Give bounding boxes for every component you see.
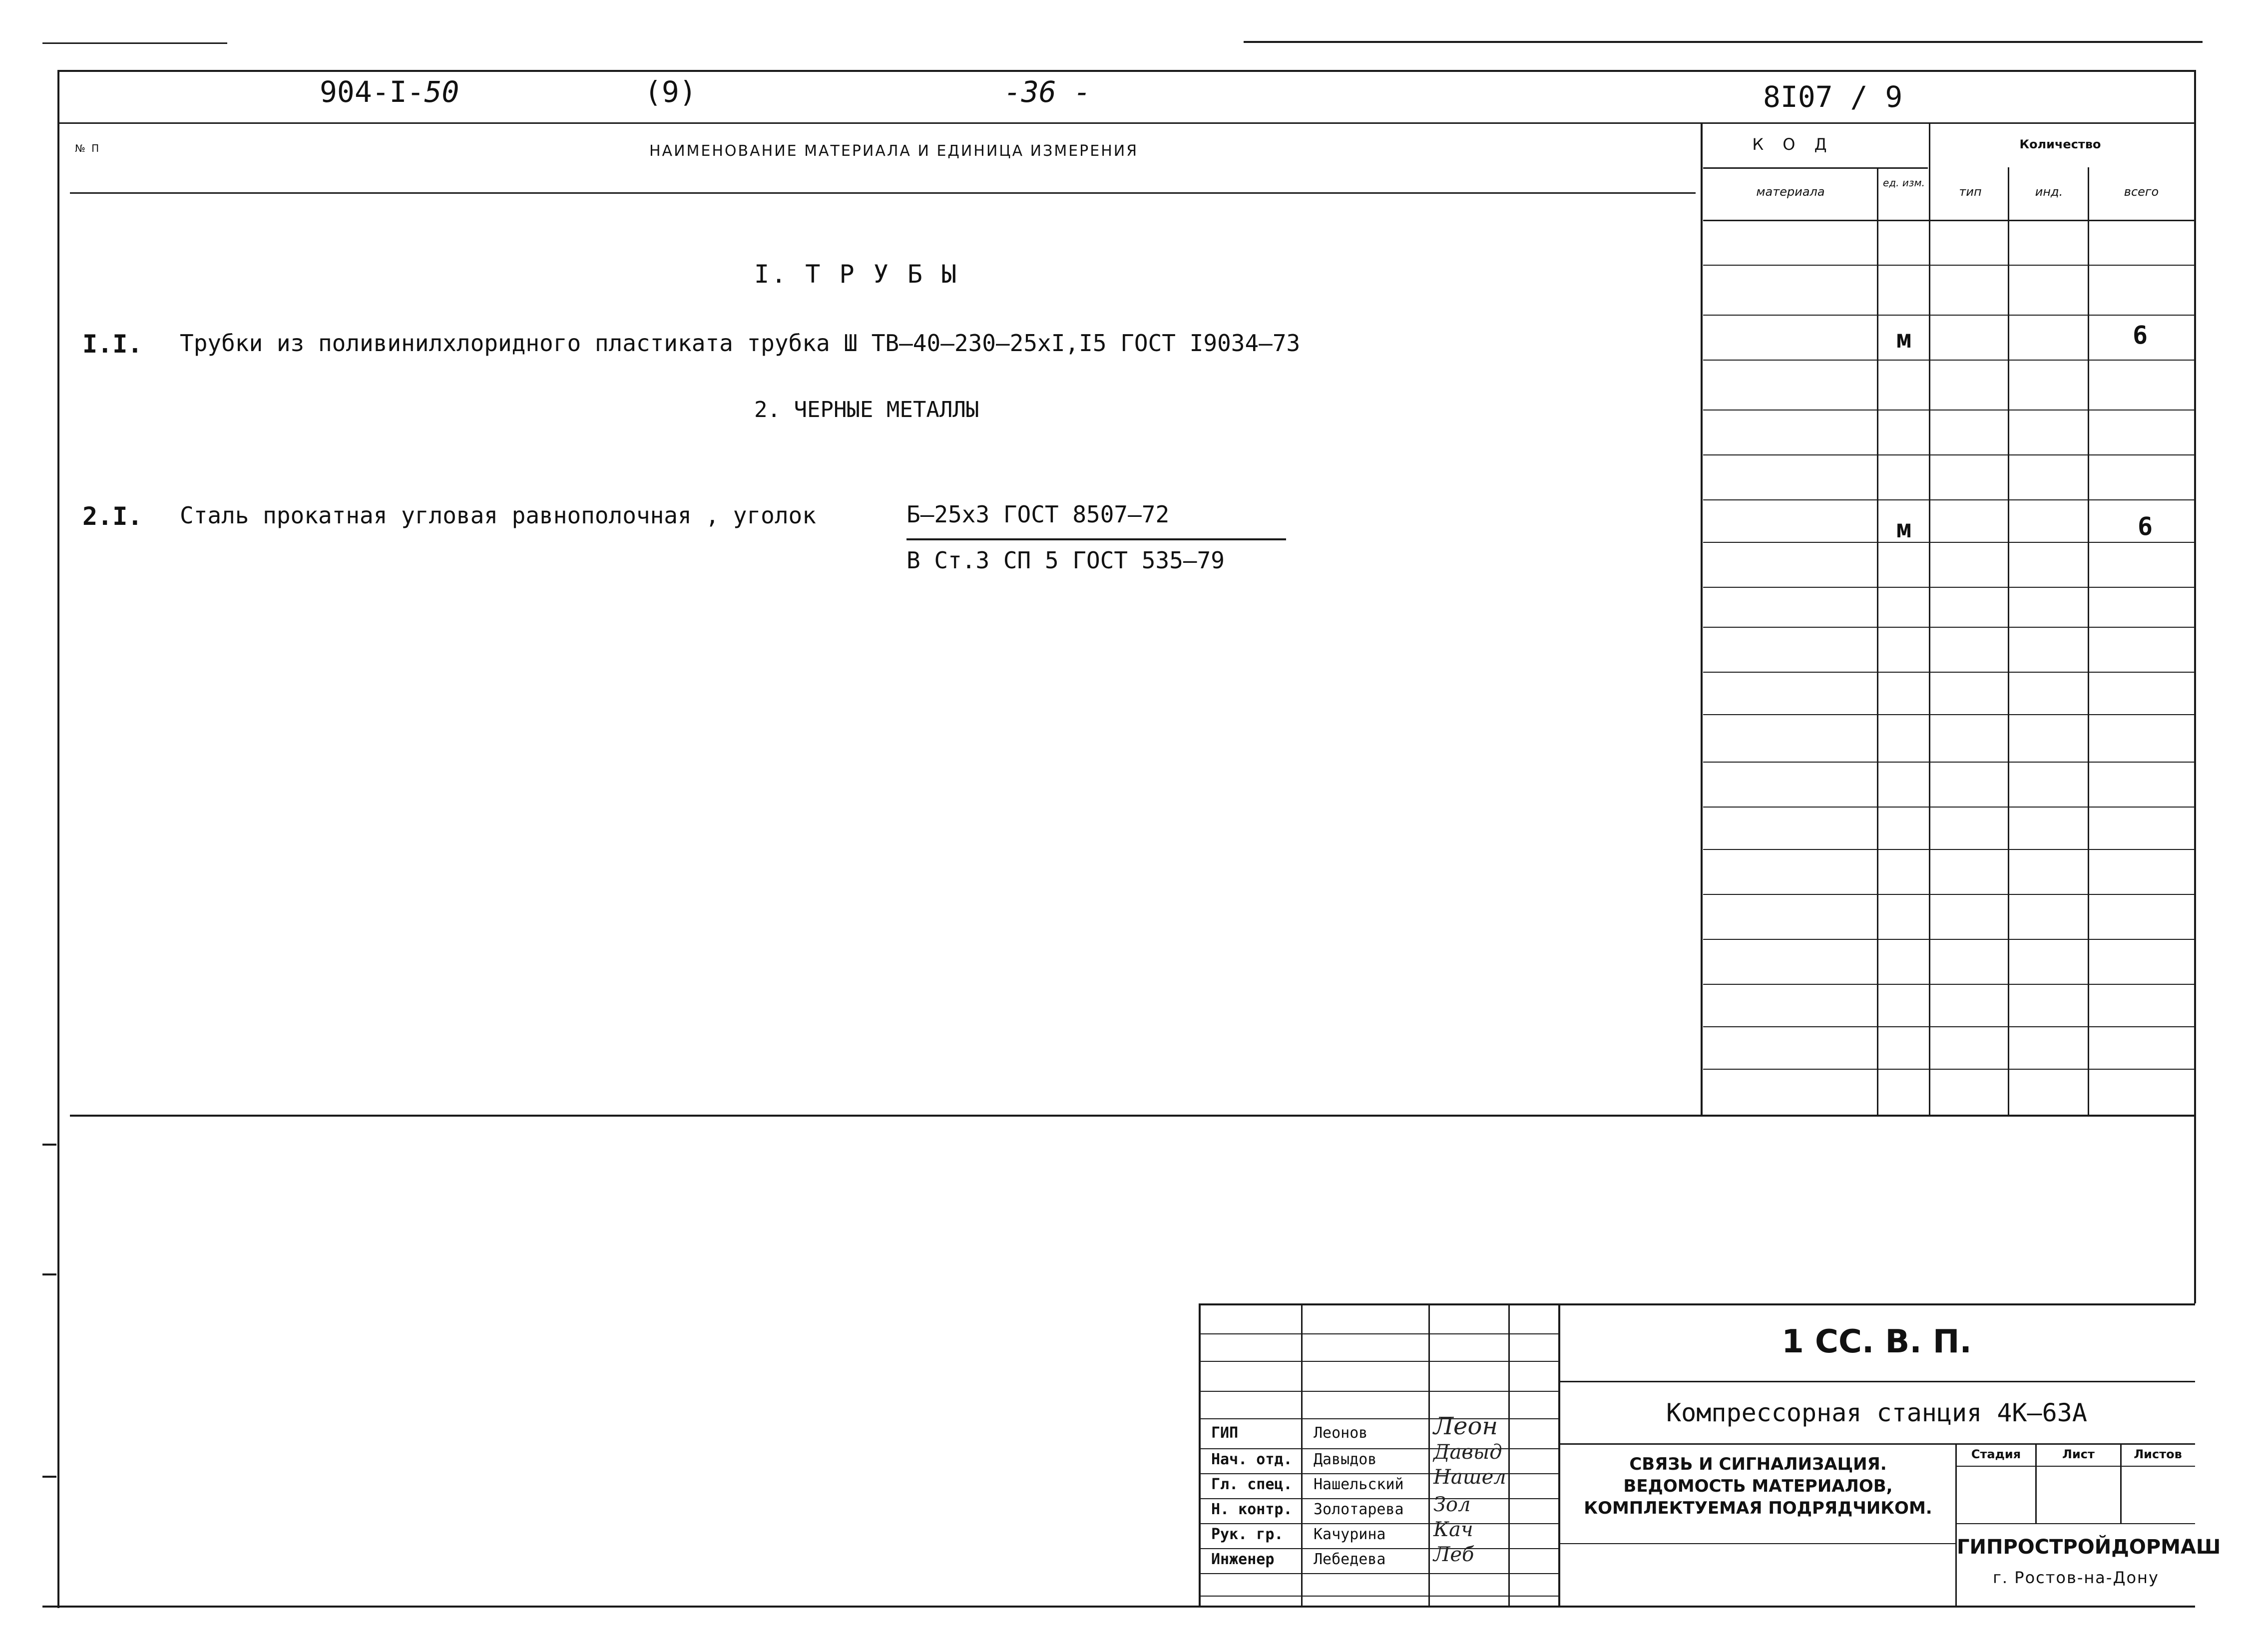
quantity-group-header: Количество [2019,137,2101,151]
staff-signature: Нашел [1433,1466,1506,1489]
row-position: I.I. [82,330,143,359]
qty-total-header: всего [2124,185,2159,199]
section-title-pipes: I. Т Р У Б Ы [754,260,959,289]
sheet-description [1563,1453,1953,1519]
staff-signature: Кач [1433,1518,1473,1541]
fraction-bar [906,538,1286,540]
staff-role: Инженер [1211,1551,1275,1568]
profile-spec-numerator: Б–25х3 ГОСТ 8507–72 [906,501,1170,528]
row-name: Сталь прокатная угловая равнополочная , уголок [180,502,816,529]
staff-name: Золотарева [1314,1501,1404,1518]
qty-type-header: тип [1959,185,1982,199]
row-unit: м [1896,325,1912,354]
pos-column-header: № П [75,142,101,154]
row-name: Трубки из поливинилхлоридного пластиката трубка Ш ТВ–40–230–25хI,I5 ГОСТ I9034–73 [180,330,1301,357]
staff-name: Лебедева [1314,1551,1386,1568]
staff-role: ГИП [1211,1424,1239,1442]
staff-signature: Леон [1433,1412,1498,1440]
description-line: СВЯЗЬ И СИГНАЛИЗАЦИЯ. [1629,1454,1887,1474]
sheet-label: Лист [2062,1447,2095,1461]
profile-spec-denominator: В Ст.3 СП 5 ГОСТ 535–79 [906,547,1225,574]
description-line: КОМПЛЕКТУЕМАЯ ПОДРЯДЧИКОМ. [1584,1498,1932,1518]
staff-name: Нашельский [1314,1476,1404,1493]
row-unit: м [1896,514,1912,543]
doc-number-prefix: 904-I- [320,75,425,109]
page-number: -36 - [1004,75,1091,109]
code-material-header: материала [1756,185,1825,199]
name-column-header: НАИМЕНОВАНИЕ МАТЕРИАЛА И ЕДИНИЦА ИЗМЕРЕНИЯ [649,142,1139,160]
description-line: ВЕДОМОСТЬ МАТЕРИАЛОВ, [1623,1476,1893,1496]
staff-role: Гл. спец. [1211,1476,1293,1493]
row-total: 6 [2137,512,2153,541]
project-name: Компрессорная станция 4К–63А [1666,1398,2087,1427]
sheets-label: Листов [2134,1447,2182,1461]
sheet-code: 8I07 / 9 [1763,80,1903,114]
code-group-header: К О Д [1752,135,1834,154]
staff-signature: Леб [1433,1543,1474,1566]
doc-number [320,75,459,115]
row-position: 2.I. [82,502,143,531]
organization-city: г. Ростов-на-Дону [1993,1568,2159,1587]
staff-signature: Давыд [1433,1441,1502,1464]
staff-name: Леонов [1314,1424,1368,1442]
staff-role: Нач. отд. [1211,1451,1293,1468]
staff-name: Давыдов [1314,1451,1377,1468]
doc-number-suffix: 50 [424,75,459,109]
drawing-code: 1 СС. В. П. [1782,1323,1972,1360]
organization-name: ГИПРОСТРОЙДОРМАШ [1957,1536,2221,1559]
album-number: (9) [644,75,697,109]
staff-signature: Зол [1433,1493,1471,1516]
code-unit-header: ед. изм. [1883,177,1925,189]
section-title-ferrous-metals: 2. ЧЕРНЫЕ МЕТАЛЛЫ [754,397,979,422]
row-total: 6 [2132,321,2148,350]
qty-ind-header: инд. [2035,185,2063,199]
staff-role: Н. контр. [1211,1501,1293,1518]
staff-name: Качурина [1314,1526,1386,1543]
stage-label: Стадия [1971,1447,2021,1461]
staff-role: Рук. гр. [1211,1526,1284,1543]
